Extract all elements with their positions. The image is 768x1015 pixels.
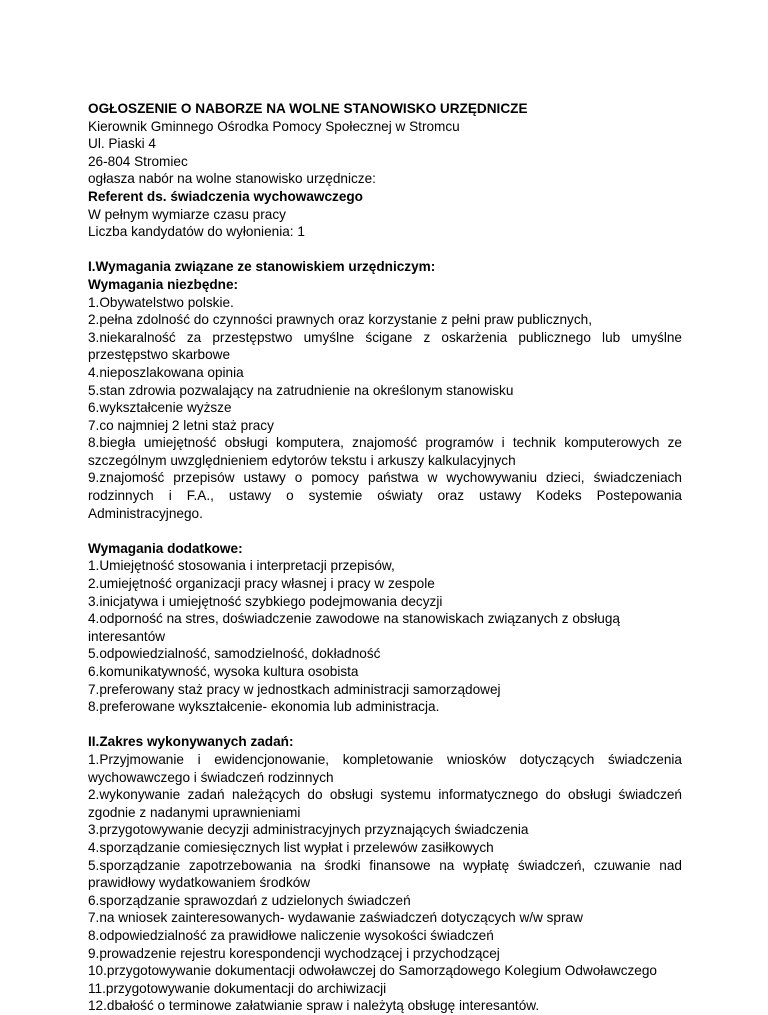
employer-city: 26-804 Stromiec [88,153,188,169]
additional-item: 6.komunikatywność, wysoka kultura osobista [88,664,359,679]
required-item: 5.stan zdrowia pozwalający na zatrudnienie na określonym stanowisku [88,382,514,398]
additional-item: 4.odporność na stres, doświadczenie zawodowe na stanowiskach związanych z obsługą interesantów [88,611,620,644]
employer-name: Kierownik Gminnego Ośrodka Pomocy Społecznej w Stromcu [88,118,460,134]
additional-item: 2.umiejętność organizacji pracy własnej i pracy w zespole [88,576,435,592]
additional-heading: Wymagania dodatkowe: [88,540,243,556]
candidate-count: Liczba kandydatów do wyłonienia: 1 [88,224,305,240]
additional-item: 5.odpowiedzialność, samodzielność, dokładność [88,646,381,662]
tasks-heading: II.Zakres wykonywanych zadań: [88,734,294,750]
required-item: 7.co najmniej 2 letni staż pracy [88,417,274,433]
spacer [88,241,682,259]
task-item: 8.odpowiedzialność za prawidłowe naliczenie wysokości świadczeń [88,927,494,943]
required-item: 1.Obywatelstwo polskie. [88,294,234,310]
additional-item: 8.preferowane wykształcenie- ekonomia lub administracja. [88,699,440,715]
required-item: 3.niekaralność za przestępstwo umyślne ścigane z oskarżenia publicznego lub umyślne przestępstwo skarbowe [88,329,682,363]
document-page [88,100,682,1015]
requirements-section [88,258,682,715]
tasks-section [88,733,682,1015]
required-item: 2.pełna zdolność do czynności prawnych oraz korzystanie z pełni praw publicznych, [88,312,592,328]
task-item: 12.dbałość o terminowe załatwianie spraw i należytą obsługę interesantów. [88,998,540,1014]
required-item: 9.znajomość przepisów ustawy o pomocy państwa w wychowywaniu dzieci, świadczeniach rodzinnych i F.A., ustawy o systemie oświaty oraz ustawy Kodeks Postepowania Administracyjnego. [88,470,682,521]
task-item: 10.przygotowywanie dokumentacji odwoławczej do Samorządowego Kolegium Odwoławczego [88,963,657,979]
required-item: 8.biegła umiejętność obsługi komputera, znajomość programów i technik komputerowych ze szczególnym uwzględnieniem edytorów tekstu i arkuszy kalkulacyjnych [88,435,682,468]
additional-item: 3.inicjatywa i umiejętność szybkiego podejmowania decyzji [88,593,443,609]
spacer [88,522,682,540]
additional-item: 7.preferowany staż pracy w jednostkach administracji samorządowej [88,681,501,697]
task-item: 4.sporządzanie comiesięcznych list wypłat i przelewów zasiłkowych [88,839,494,855]
task-item: 9.prowadzenie rejestru korespondencji wychodzącej i przychodzącej [88,945,500,961]
task-item: 5.sporządzanie zapotrzebowania na środki finansowe na wypłatę świadczeń, czuwanie nad prawidłowy wydatkowaniem środków [88,857,682,891]
task-item: 6.sporządzanie sprawozdań z udzielonych świadczeń [88,892,411,908]
task-item: 11.przygotowywanie dokumentacji do archiwizacji [88,980,387,996]
employer-street: Ul. Piaski 4 [88,136,156,152]
requirements-heading: I.Wymagania związane ze stanowiskiem urzędniczym: [88,259,436,275]
task-item: 1.Przyjmowanie i ewidencjonowanie, kompletowanie wniosków dotyczących świadczenia wychowawczego i świadczeń rodzinnych [88,751,682,785]
task-item: 3.przygotowywanie decyzji administracyjnych przyznających świadczenia [88,822,529,838]
task-item: 7.na wniosek zainteresowanych- wydawanie zaświadczeń dotyczących w/w spraw [88,910,583,926]
announcement-intro: ogłasza nabór na wolne stanowisko urzędnicze: [88,171,376,187]
task-item: 2.wykonywanie zadań należących do obsługi systemu informatycznego do obsługi świadczeń zgodnie z nadanymi uprawnieniami [88,787,682,820]
required-item: 6.wykształcenie wyższe [88,400,232,416]
work-time: W pełnym wymiarze czasu pracy [88,206,286,222]
required-item: 4.nieposzlakowana opinia [88,364,244,380]
position-name: Referent ds. świadczenia wychowawczego [88,188,363,204]
required-heading: Wymagania niezbędne: [88,276,239,292]
additional-item: 1.Umiejętność stosowania i interpretacji przepisów, [88,558,395,574]
announcement-title: OGŁOSZENIE O NABORZE NA WOLNE STANOWISKO URZĘDNICZE [88,101,528,116]
spacer [88,716,682,734]
announcement-header [88,100,682,241]
